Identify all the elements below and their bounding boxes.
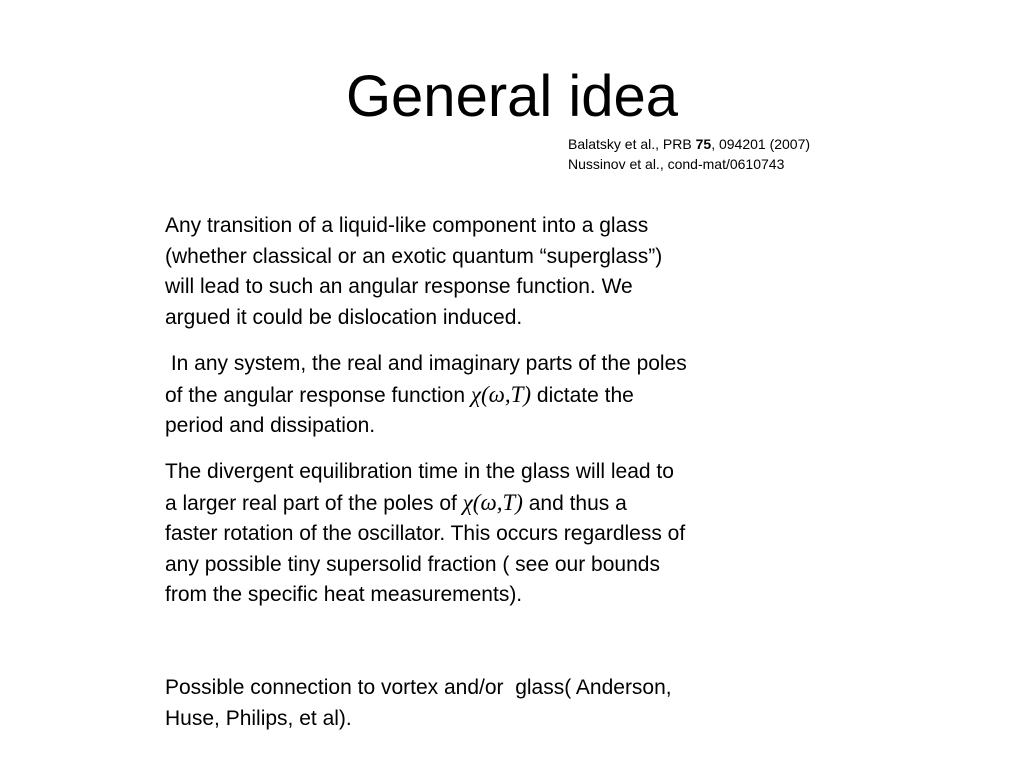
reference-nussinov: Nussinov et al., cond-mat/0610743 [568,156,785,172]
paragraph-3-text-before: a larger real part of the poles of [165,491,463,515]
paragraph-3-line: The divergent equilibration time in the glass will lead to [165,460,674,483]
paragraph-2-line: In any system, the real and imaginary parts of the poles [165,352,687,375]
reference-balatsky [568,134,810,154]
paragraph-equilibration-time [165,457,815,611]
paragraph-2-text-after: dictate the [531,383,634,407]
paragraph-1-line: argued it could be dislocation induced. [165,305,523,329]
paragraph-1-line: (whether classical or an exotic quantum “superglass”) [165,244,663,268]
paragraph-4-line: Possible connection to vortex and/or glass( Anderson, [165,676,672,699]
paragraph-2-line: period and dissipation. [165,414,376,437]
paragraph-4-line: Huse, Philips, et al). [165,706,352,730]
reference-1-volume: 75 [695,136,712,152]
paragraph-3-line: from the specific heat measurements). [165,583,523,606]
slide-title: General idea [345,64,679,129]
paragraph-3-line: any possible tiny supersolid fraction ( see our bounds [165,552,660,576]
paragraph-1-line: Any transition of a liquid-like component into a glass [165,214,649,237]
reference-1-suffix: , 094201 (2007) [711,136,811,152]
reference-1-prefix: Balatsky et al., PRB [568,136,696,152]
paragraph-3-text-after: and thus a [522,491,627,515]
chi-omega-t-formula: χ(ω,T) [470,381,532,407]
references [568,134,810,174]
paragraph-2-text-before: of the angular response function [165,383,471,407]
paragraph-2-line-with-math [165,380,815,412]
paragraph-response-poles [165,349,815,442]
paragraph-glass-transition [165,211,815,333]
paragraph-3-line-with-math [165,488,815,520]
paragraph-1-line: will lead to such an angular response function. We [165,275,633,298]
paragraph-vortex-connection [165,673,815,734]
chi-omega-t-formula: χ(ω,T) [462,489,523,515]
paragraph-3-line: faster rotation of the oscillator. This occurs regardless of [165,522,686,545]
